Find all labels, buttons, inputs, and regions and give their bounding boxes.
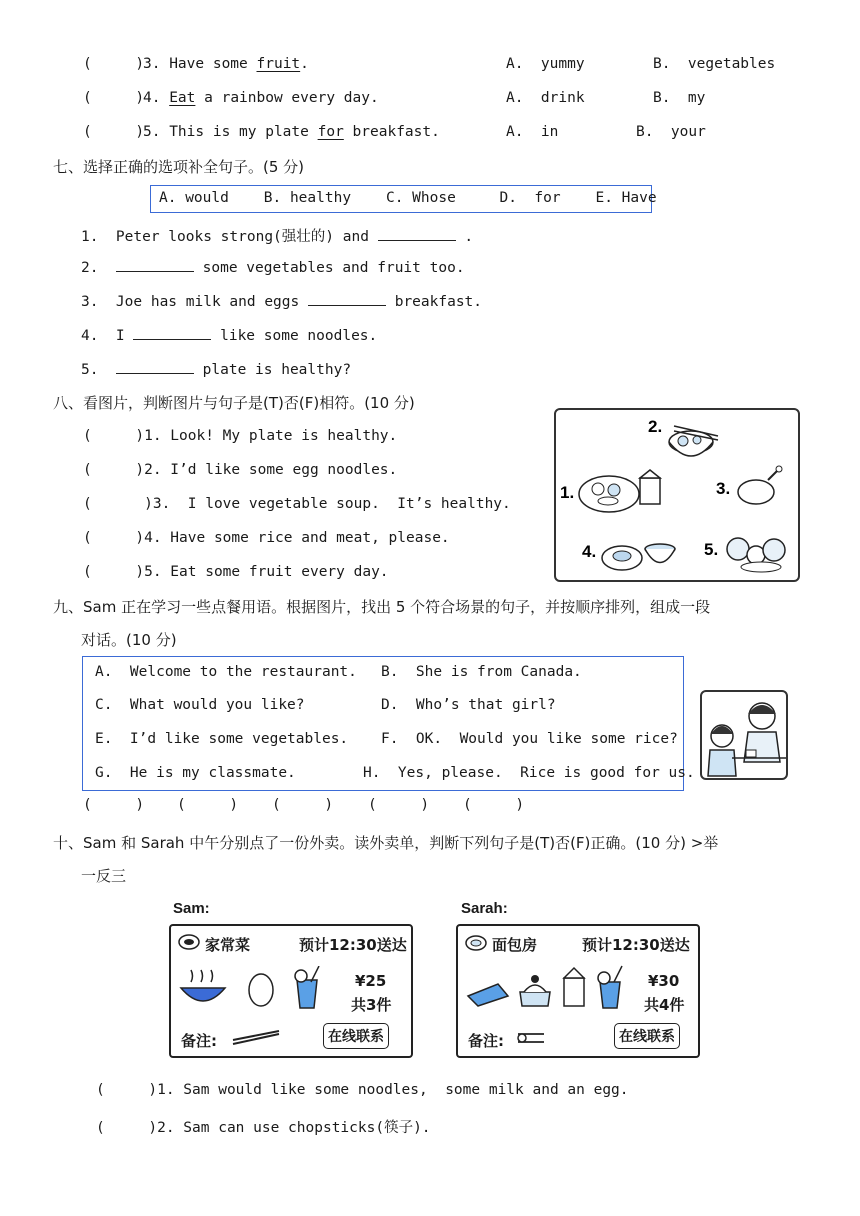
sarah-food-icons <box>464 962 634 1012</box>
sam-note-label: 备注: <box>181 1032 217 1050</box>
bowl-icon <box>177 932 201 952</box>
food-picture <box>554 408 800 582</box>
dialogue-option: C. What would you like? <box>95 697 305 713</box>
answer-blank[interactable] <box>133 327 211 340</box>
answer-paren-4[interactable]: ( ) <box>368 797 430 813</box>
juice-icon <box>600 982 620 1008</box>
sam-label: Sam: <box>173 900 210 917</box>
bread-loaf-icon <box>468 984 508 1006</box>
word-bank-box <box>150 185 657 213</box>
sarah-shop-name: 面包房 <box>492 936 538 954</box>
answer-paren[interactable]: ( ) <box>83 124 145 140</box>
pic-label-2: 2. <box>648 417 663 436</box>
sam-price: ¥25 <box>355 972 387 990</box>
sarah-count: 共4件 <box>644 996 685 1014</box>
sam-food-icons <box>177 966 327 1012</box>
dialogue-option: E. I’d like some vegetables. <box>95 731 349 747</box>
chopsticks-icon <box>231 1030 281 1046</box>
sarah-eta: 预计12:30送达 <box>582 936 690 954</box>
section-9-title-cont: 对话。(10 分) <box>81 631 177 649</box>
section-10-title-cont: 一反三 <box>81 867 127 885</box>
food-illustration <box>556 410 798 580</box>
option-b: B. your <box>636 124 706 140</box>
word-bank: A. would B. healthy C. Whose D. for E. Have <box>159 190 657 206</box>
option-b: B. my <box>653 90 706 106</box>
cake-icon <box>520 992 550 1006</box>
dialogue-option: H. Yes, please. Rice is good for us. <box>363 765 695 781</box>
answer-blank[interactable] <box>116 259 194 272</box>
sec8-item[interactable]: ( )2. I’d like some egg noodles. <box>83 462 398 478</box>
answer-blank[interactable] <box>116 361 194 374</box>
sam-order-card <box>169 924 413 1058</box>
sarah-contact-button[interactable]: 在线联系 <box>614 1023 680 1049</box>
sec7-item: 1. Peter looks strong(强壮的) and . <box>81 229 474 245</box>
sam-shop-name: 家常菜 <box>205 936 251 954</box>
sam-count: 共3件 <box>351 996 392 1014</box>
underlined-word: for <box>317 124 344 140</box>
underlined-word: fruit <box>256 56 301 72</box>
answer-paren[interactable]: ( ) <box>83 56 145 72</box>
dialogue-option: G. He is my classmate. <box>95 765 296 781</box>
section-9-title: 九、Sam 正在学习一些点餐用语。根据图片，找出 5 个符合场景的句子，并按顺序排列，组成一段 <box>53 598 711 616</box>
sec7-item: 3. Joe has milk and eggs breakfast. <box>81 294 483 310</box>
sarah-note-label: 备注: <box>468 1032 504 1050</box>
dialogue-option: B. She is from Canada. <box>381 664 582 680</box>
juice-icon <box>297 980 317 1008</box>
answer-paren-5[interactable]: ( ) <box>463 797 525 813</box>
sam-contact-button[interactable]: 在线联系 <box>323 1023 389 1049</box>
option-a: A. drink <box>506 90 585 106</box>
dialogue-option: D. Who’s that girl? <box>381 697 556 713</box>
answer-blank[interactable] <box>378 228 456 241</box>
underlined-word: Eat <box>169 90 196 106</box>
sec7-item: 5. plate is healthy? <box>81 362 352 378</box>
answer-blank[interactable] <box>308 293 386 306</box>
sec8-item[interactable]: ( )5. Eat some fruit every day. <box>83 564 389 580</box>
answer-paren-1[interactable]: ( ) <box>83 797 145 813</box>
sarah-order-card <box>456 924 700 1058</box>
option-b: B. vegetables <box>653 56 776 72</box>
pic-label-1: 1. <box>560 483 575 502</box>
pic-label-3: 3. <box>716 479 731 498</box>
option-a: A. in <box>506 124 559 140</box>
section-10-title: 十、Sam 和 Sarah 中午分别点了一份外卖。读外卖单，判断下列句子是(T)否(F)正确。(10 分) >举 <box>53 834 719 852</box>
milk-carton-icon <box>564 978 584 1006</box>
waitress-and-girl-illustration <box>702 692 786 778</box>
section-8-title: 八、看图片，判断图片与句子是(T)否(F)相符。(10 分) <box>53 394 415 412</box>
sec10-item[interactable]: ( )2. Sam can use chopsticks(筷子). <box>96 1120 431 1136</box>
bread-icon <box>464 934 488 952</box>
dialogue-option: F. OK. Would you like some rice? <box>381 731 678 747</box>
noodles-bowl-icon <box>181 988 225 1001</box>
dialogue-option: A. Welcome to the restaurant. <box>95 664 357 680</box>
sam-eta: 预计12:30送达 <box>299 936 407 954</box>
fork-spoon-icon <box>516 1028 546 1048</box>
sec8-item[interactable]: ( )1. Look! My plate is healthy. <box>83 428 398 444</box>
answer-paren-3[interactable]: ( ) <box>272 797 334 813</box>
sarah-price: ¥30 <box>648 972 680 990</box>
sec8-item[interactable]: ( )3. I love vegetable soup. It’s healthy. <box>83 496 511 512</box>
restaurant-picture <box>700 690 788 780</box>
sec7-item: 4. I like some noodles. <box>81 328 378 344</box>
dialogue-options-box <box>82 656 695 791</box>
section-7-title: 七、选择正确的选项补全句子。(5 分) <box>53 158 305 176</box>
pic-label-4: 4. <box>582 542 597 561</box>
sec10-item[interactable]: ( )1. Sam would like some noodles, some milk and an egg. <box>96 1082 629 1098</box>
egg-icon <box>249 974 273 1006</box>
answer-paren-2[interactable]: ( ) <box>177 797 239 813</box>
sec7-item: 2. some vegetables and fruit too. <box>81 260 465 276</box>
sec8-item[interactable]: ( )4. Have some rice and meat, please. <box>83 530 450 546</box>
sarah-label: Sarah: <box>461 900 508 917</box>
pic-label-5: 5. <box>704 540 719 559</box>
answer-paren[interactable]: ( ) <box>83 90 145 106</box>
option-a: A. yummy <box>506 56 585 72</box>
